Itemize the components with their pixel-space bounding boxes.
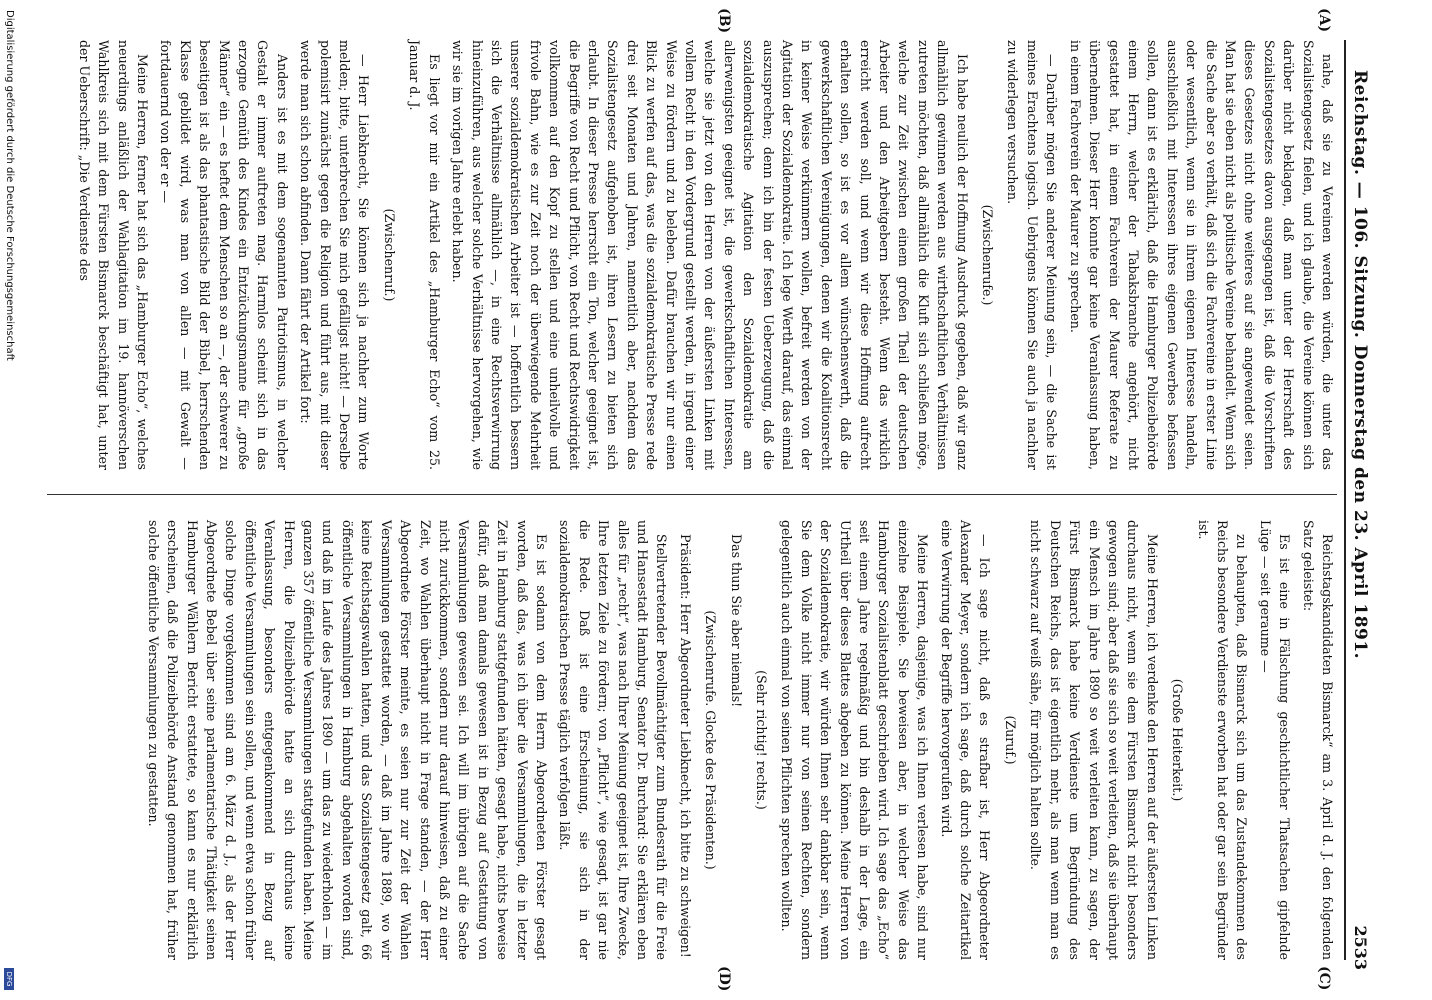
right-column bbox=[139, 520, 1337, 960]
interjection: (Sehr richtig! rechts.) bbox=[754, 670, 770, 810]
paragraph: — Ich sage nicht, daß es strafbar ist, Herr Abgeordneter Alexander Meyer, sondern ich sage, daß durch solche Zeitartikel eine Verwirrung der Begriffe hervorgerufen wird. bbox=[938, 520, 993, 960]
paragraph: zu behaupten, daß Bismarck sich um das Zustandekommen des Reichs besondere Verdienste erworben hat oder gar sein Begründer ist. bbox=[1195, 520, 1250, 960]
paragraph: Das thun Sie aber niemals! bbox=[728, 534, 744, 708]
interjection: (Zwischenrufe.) bbox=[980, 204, 996, 306]
paragraph: Meine Herren, ich verdenke den Herren auf der äußersten Linken durchaus nicht, wenn sie dem Fürsten Bismarck nicht besonders gewogen sind; aber daß sie sich so weit verleiten, daß sie überhaupt ein Mensch im Jahre 1890 so weit verleiten kann, zu sagen, der Fürst Bismarck habe keine Verdienste um Begründung des Deutschen Reichs, das ist eigentlich mehr, als man wenn man es nicht schwarz auf weiß sähe, für möglich halten sollte. bbox=[1028, 520, 1160, 960]
paragraph: Reichstagskandidaten Bismarck“ am 3. April d. J. den folgenden Satz geleistet: bbox=[1300, 520, 1335, 960]
paragraph: Meine Herren, dasjenige, was ich Ihnen verlesen habe, sind nur einzelne Beispiele. Sie beweisen aber, in welcher Weise das Hamburger Sozialistenblatt geschrieben wird. Ich sage das „Echo“ seit einem Jahre regelmäßig und bin deshalb in der Lage, ein Urtheil über dieses Blattes abgeben zu können. Meine Herren von der Sozialdemokratie, wir würden Ihnen sehr dankbar sein, wenn Sie dem Volke nicht immer nur von seinen Rechten, sondern gelegentlich auch einmal von seinen Pflichten sprechen wollten. bbox=[779, 520, 931, 960]
interjection: (Große Heiterkeit.) bbox=[1170, 678, 1186, 802]
footer-credit: Digitalisierung gefördert durch die Deutsche Forschungsgemeinschaft bbox=[4, 10, 15, 361]
column-divider bbox=[47, 494, 1337, 495]
interjection: (Zwischenrufe. Glocke des Präsidenten.) bbox=[703, 610, 719, 870]
dfg-logo: DFG bbox=[4, 968, 14, 990]
margin-letter-b: (B) bbox=[716, 8, 732, 34]
paragraph: Anders ist es mit dem sogenannten Patriotismus, in welcher Gestalt er immer auftreten mag. Harmlos scheint sich in das erzogne Gemüth des Kindes ein Entzückungsmanne für „große Männer“ ein — es heftet dem Menschen so an —, der schwerer zu beseitigen ist als das phantastische Bild der Bibel, herrschenden Klasse gebildet wird, was man von allen — mit Gewalt — fortdauernd von der er — bbox=[158, 40, 290, 470]
paragraph: nahe, daß sie zu Vereinen werden würden, die unter das Sozialistengesetz fielen, und ich glaube, die Vereine können sich darüber nicht beklagen, daß man unter der Herrschaft des Sozialistengesetzes davon ausgegangen ist, daß die Vorschriften dieses Gesetzes nicht ohne weiteres auf sie angewendet seien. Man hat sie eben nicht als politische Vereine behandelt. Wenn sich die Sache aber so verhält, daß sich die Fachvereine in erster Linie oder wesentlich, wenn sie in ihrem eigenen Interesse handeln, ausschließlich mit Interessen ihres eigenen Gewerbes befassen sollen, dann ist es erklärlich, daß die Hamburger Polizeibehörde einem Herrn, welcher der Tabaksbranche angehört, nicht gestattet hat, in einem Fachverein der Maurer Referate zu übernehmen. Dieser Herr konnte gar keine Veranlassung haben, in einem Fachverein der Maurer zu sprechen. bbox=[1067, 40, 1335, 470]
header-title: Reichstag. — 106. Sitzung. Donnerstag den 23. April 1891. bbox=[1350, 70, 1370, 660]
paragraph: — Darüber mögen Sie anderer Meinung sein, — die Sache ist meines Erachtens logisch. Uebrigens können Sie auch ja nachher zu widerlegen versuchen. bbox=[1005, 40, 1060, 470]
page-number: 2533 bbox=[1351, 925, 1370, 970]
paragraph: Präsident: Herr Abgeordneter Liebknecht, ich bitte zu schweigen! bbox=[677, 534, 693, 958]
paragraph: Es ist eine in Fälschung geschichtlicher Thatsachen gipfelnde Lüge — seit geraume — bbox=[1257, 520, 1293, 960]
margin-letter-d: (D) bbox=[716, 966, 732, 992]
paragraph: Es liegt vor mir ein Artikel des „Hamburger Echo“ vom 25. Januar d. J. bbox=[407, 40, 442, 470]
paragraph: Ich habe neulich der Hoffnung Ausdruck gegeben, daß wir ganz allmählich gewinnen werden aus wirthschaftlichen Verhältnissen zutreten möchten, daß allmählich die Kluft sich schließen möge, welche zur Zeit zwischen einem großen Theil der deutschen Arbeiter und den Arbeitgebern besteht. Wenn das wirklich erreicht werden soll, und wenn wir diese Hoffnung aufrecht erhalten sollen, so ist es vor allem wünschenswerth, daß die gewerkschaftlichen Vereinigungen, denen wir die Koalitionsrecht in keiner Weise verkümmern wollen, befreit werden von der Agitation der Sozialdemokratie. Ich lege Werth darauf, das einmal auszusprechen; denn ich bin der festen Ueberzeugung, daß die sozialdemokratische Agitation den Sozialdemokratie am allerwenigsten geeignet ist, die gewerkschaftlichen Interessen, welche sie jetzt von den Herren von der äußersten Linken mit vollem Recht in den Vordergrund gestellt werden, in irgend einer Weise zu fördern und zu beleben. Dafür brauchen wir nur einen Blick zu werfen auf das, was die sozialdemokratische Presse rede drei seit Monaten und Jahren, namentlich aber, nachdem das Sozialistengesetz aufgehoben ist, ihren Lesern zu bieten sich erlaubt. In dieser Presse herrscht ein Ton, welcher geeignet ist, die Begriffe von Recht und Pflicht, von Recht und Rechtswidrigkeit vollkommen auf den Kopf zu stellen und eine unheilvolle und frivole Bahn, wie es zur Zeit noch der überwiegende Mehrheit unserer sozialdemokratischen Arbeiter ist — hoffentlich bessern sich die Verhältnisse allmählich —, in eine Rechtsverwirrung hineinzuführen, aus welcher solche Verhältnisse hervorgehen, wie wir sie im vorigen Jahre erlebt haben. bbox=[450, 40, 970, 470]
interjection: (Zwischenruf.) bbox=[381, 208, 397, 302]
left-column bbox=[70, 40, 1337, 470]
paragraph: Stellvertretender Bevollmächtigter zum Bundesrath für die Freie und Hansestadt Hamburg, Senator Dr. Burchard: Sie erklären eben alles für „recht“, was nach Ihrer Meinung geeignet ist, Ihre Zwecke, Ihre letzten Ziele zu fördern; von „Pflicht“, wie gesagt, ist gar nie die Rede. Daß ist eine Erscheinung, sie sich in der sozialdemokratischen Presse täglich verfolgen läßt. bbox=[557, 520, 670, 960]
margin-letter-c: (C) bbox=[1316, 966, 1332, 991]
paragraph: Meine Herren, ferner hat sich das „Hamburger Echo“, welches neuerdings anläßlich der Wahlagitation im 19. hannöverschen Wahlkreis sich mit dem Fürsten Bismarck beschäftigt hat, unter der Ueberschrift: „Die Verdienste des bbox=[76, 40, 151, 470]
header-rule bbox=[1344, 40, 1346, 960]
margin-letter-a: (A) bbox=[1316, 8, 1332, 33]
page-header bbox=[1344, 10, 1372, 990]
paragraph: — Herr Liebknecht, Sie können sich ja nachher zum Worte melden; bitte, unterbrechen Sie mich gefälligst nicht! — Derselbe polemisirt zunächst gegen die Religion und führt aus, mit dieser werde man sich schon abfinden. Dann fährt der Artikel fort: bbox=[298, 40, 372, 470]
interjection: (Zuruf.) bbox=[1002, 715, 1018, 765]
paragraph: Es ist sodann von dem Herrn Abgeordneten Förster gesagt worden, daß das, was ich über die Versammlungen, die in letzter Zeit in Hamburg stattgefunden hätten, gesagt habe, nichts beweise dafür, daß man damals gewesen ist in Bezug auf Gestattung von Versammlungen gewesen sei. Ich will im übrigen auf die Sache nicht zurückkommen, sondern nur darauf hinweisen, daß zu einer Zeit, wo Wahlen überhaupt nicht in Frage standen, — der Herr Abgeordnete Förster meinte, es seien nur zur Zeit der Wahlen Versammlungen gestattet worden, — daß im Jahre 1889, wo wir keine Reichstagswahlen hatten, und das Sozialistengesetz galt, 66 öffentliche Versammlungen in Hamburg abgehalten worden sind, und daß im Laufe des Jahres 1890 — um das zu wiederholen — im ganzen 357 öffentliche Versammlungen stattgefunden haben. Meine Herren, die Polizeibehörde hatte an sich durchaus keine Veranlassung, besonders entgegenkommend in Bezug auf öffentliche Versammlungen sein sollen, und wenn etwa schon früher solche Dinge vorgekommen sind am 6. März d. J., als der Herr Abgeordnete Bebel über seine parlamentarische Thätigkeit seinen Hamburger Wählern Bericht erstattete, so kann es nur erklärlich erscheinen, daß die Polizeibehörde Anstand genommen hat, früher solche öffentliche Versammlungen zu gestatten. bbox=[145, 520, 549, 960]
